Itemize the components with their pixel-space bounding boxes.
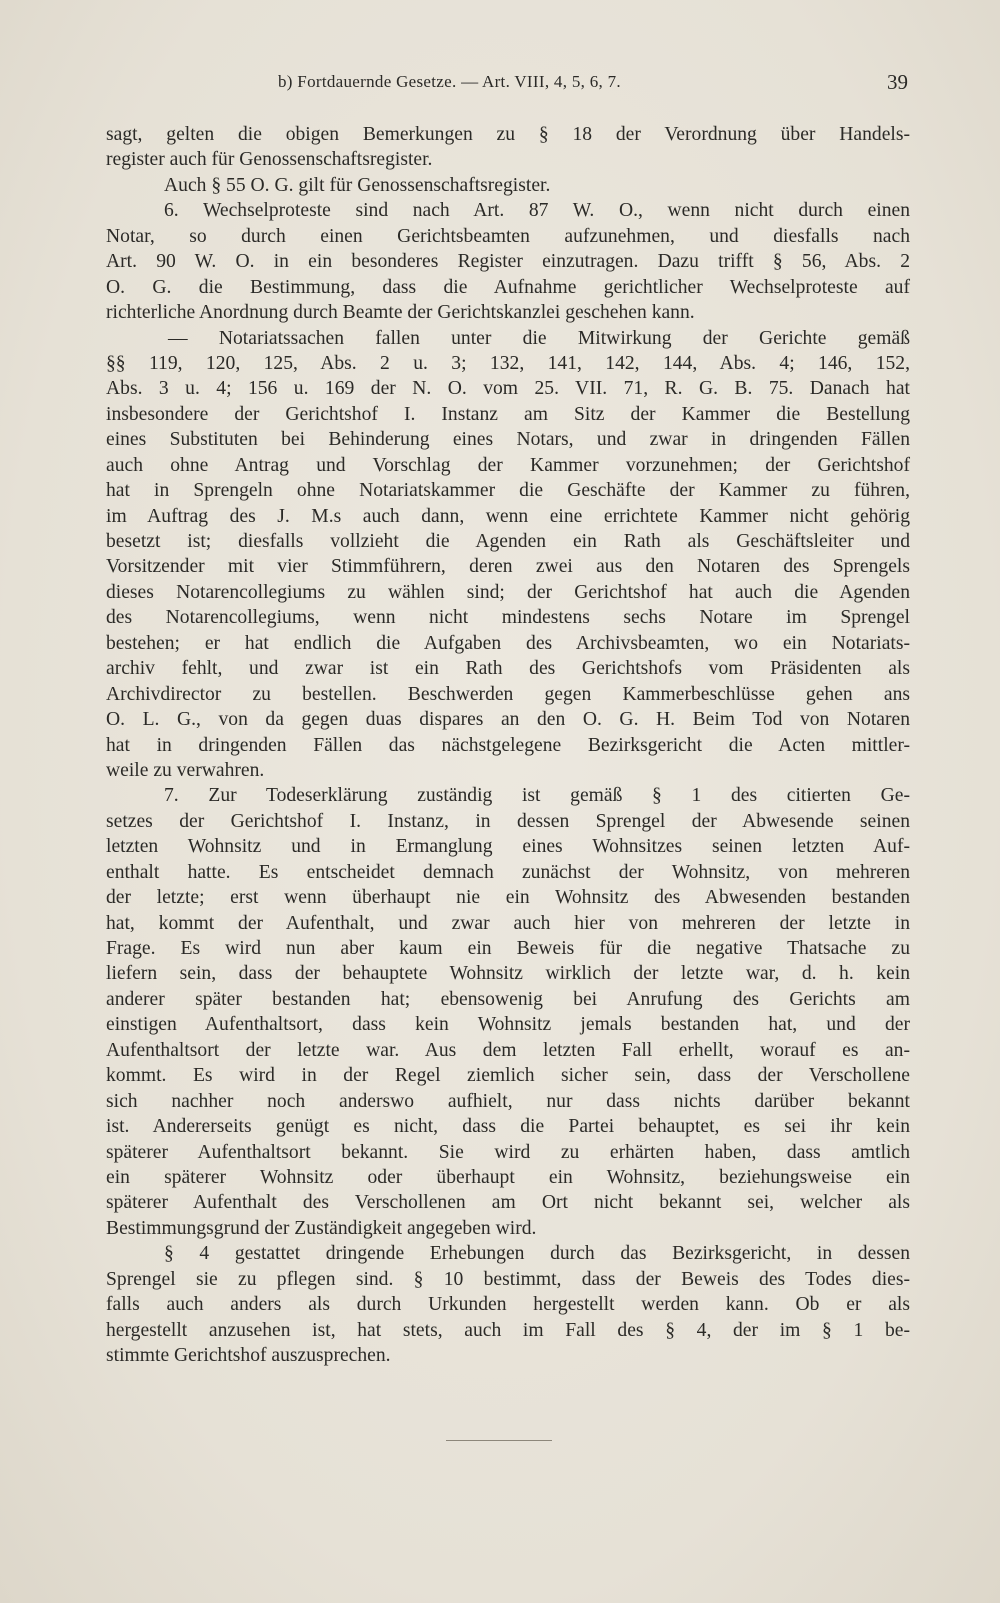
text-line: hergestellt anzusehen ist, hat stets, auch im Fall des § 4, der im § 1 be- <box>106 1319 910 1341</box>
text-line: 7. Zur Todeserklärung zuständig ist gemäß § 1 des citierten Ge- <box>164 785 910 807</box>
text-line: besetzt ist; diesfalls vollzieht die Agenden ein Rath als Geschäftsleiter und <box>106 531 910 552</box>
text-line: O. G. die Bestimmung, dass die Aufnahme gerichtlicher Wechselproteste auf <box>106 276 910 298</box>
text-line: setzes der Gerichtshof I. Instanz, in dessen Sprengel der Abwesende seinen <box>106 810 910 832</box>
text-line: sagt, gelten die obigen Bemerkungen zu § 18 der Verordnung über Handels- <box>106 124 910 145</box>
text-line: einstigen Aufenthaltsort, dass kein Wohnsitz jemals bestanden hat, und der <box>106 1014 910 1036</box>
text-line: archiv fehlt, und zwar ist ein Rath des Gerichtshofs vom Präsidenten als <box>106 658 910 680</box>
text-line: ein späterer Wohnsitz oder überhaupt ein Wohnsitz, beziehungsweise ein <box>106 1166 910 1188</box>
text-line: sich nachher noch anderswo aufhielt, nur dass nichts darüber bekannt <box>106 1090 910 1112</box>
text-line: Frage. Es wird nun aber kaum ein Beweis für die negative Thatsache zu <box>106 938 910 959</box>
running-head <box>0 70 1000 100</box>
text-line: falls auch anders als durch Urkunden hergestellt werden kann. Ob er als <box>106 1294 910 1316</box>
text-line: Notar, so durch einen Gerichtsbeamten aufzunehmen, und diesfalls nach <box>106 225 910 247</box>
text-line: register auch für Genossenschaftsregister. <box>106 149 433 171</box>
text-line: 6. Wechselproteste sind nach Art. 87 W. O., wenn nicht durch einen <box>164 200 910 222</box>
text-line: Bestimmungsgrund der Zuständigkeit angegeben wird. <box>106 1217 537 1239</box>
text-line: § 4 gestattet dringende Erhebungen durch das Bezirksgericht, in dessen <box>164 1243 910 1265</box>
text-line: enthalt hatte. Es entscheidet demnach zunächst der Wohnsitz, von mehreren <box>106 861 910 883</box>
text-line: des Notarencollegiums, wenn nicht mindestens sechs Notare im Sprengel <box>106 607 910 629</box>
text-line: hat, kommt der Aufenthalt, und zwar auch hier von mehreren der letzte in <box>106 912 910 934</box>
body-text <box>106 122 910 1368</box>
text-line: richterliche Anordnung durch Beamte der Gerichtskanzlei geschehen kann. <box>106 302 695 324</box>
text-line: — Notariatssachen fallen unter die Mitwirkung der Gerichte gemäß <box>168 327 910 349</box>
text-line: hat in Sprengeln ohne Notariatskammer die Geschäfte der Kammer zu führen, <box>106 480 910 502</box>
page-number: 39 <box>887 70 908 94</box>
text-line: auch ohne Antrag und Vorschlag der Kammer vorzunehmen; der Gerichtshof <box>106 454 910 476</box>
text-line: dieses Notarencollegiums zu wählen sind; der Gerichtshof hat auch die Agenden <box>106 581 910 603</box>
text-line: kommt. Es wird in der Regel ziemlich sicher sein, dass der Verschollene <box>106 1065 910 1087</box>
text-line: anderer später bestanden hat; ebensowenig bei Anrufung des Gerichts am <box>106 988 910 1010</box>
text-line: Abs. 3 u. 4; 156 u. 169 der N. O. vom 25. VII. 71, R. G. B. 75. Danach hat <box>106 378 910 400</box>
text-line: insbesondere der Gerichtshof I. Instanz am Sitz der Kammer die Bestellung <box>106 403 910 425</box>
text-line: letzten Wohnsitz und in Ermanglung eines Wohnsitzes seinen letzten Auf- <box>106 836 910 858</box>
text-line: ist. Andererseits genügt es nicht, dass die Partei behauptet, es sei ihr kein <box>106 1116 910 1138</box>
text-line: bestehen; er hat endlich die Aufgaben des Archivsbeamten, wo ein Notariats- <box>106 632 910 654</box>
text-line: §§ 119, 120, 125, Abs. 2 u. 3; 132, 141, 142, 144, Abs. 4; 146, 152, <box>106 352 910 374</box>
end-rule <box>446 1440 552 1441</box>
text-line: Vorsitzender mit vier Stimmführern, deren zwei aus den Notaren des Sprengels <box>106 556 910 578</box>
text-line: Auch § 55 O. G. gilt für Genossenschaftsregister. <box>164 174 551 196</box>
text-line: O. L. G., von da gegen duas dispares an den O. G. H. Beim Tod von Notaren <box>106 709 910 731</box>
text-line: Sprengel sie zu pflegen sind. § 10 bestimmt, dass der Beweis des Todes dies- <box>106 1268 910 1290</box>
text-line: späterer Aufenthaltsort bekannt. Sie wird zu erhärten haben, dass amtlich <box>106 1141 910 1163</box>
text-line: Art. 90 W. O. in ein besonderes Register einzutragen. Dazu trifft § 56, Abs. 2 <box>106 251 910 273</box>
text-line: der letzte; erst wenn überhaupt nie ein Wohnsitz des Abwesenden bestanden <box>106 887 910 909</box>
text-line: eines Substituten bei Behinderung eines Notars, und zwar in dringenden Fällen <box>106 429 910 451</box>
text-line: späterer Aufenthalt des Verschollenen am Ort nicht bekannt sei, welcher als <box>106 1192 910 1214</box>
text-line: Archivdirector zu bestellen. Beschwerden gegen Kammerbeschlüsse gehen ans <box>106 683 910 705</box>
text-line: hat in dringenden Fällen das nächstgelegene Bezirksgericht die Acten mittler- <box>106 734 910 756</box>
text-line: weile zu verwahren. <box>106 759 265 781</box>
text-line: Aufenthaltsort der letzte war. Aus dem letzten Fall erhellt, worauf es an- <box>106 1039 910 1061</box>
text-line: im Auftrag des J. M.s auch dann, wenn eine errichtete Kammer nicht gehörig <box>106 505 910 527</box>
text-line: liefern sein, dass der behauptete Wohnsitz wirklich der letzte war, d. h. kein <box>106 963 910 985</box>
running-title: b) Fortdauernde Gesetze. — Art. VIII, 4, 5, 6, 7. <box>278 72 621 91</box>
text-line: stimmte Gerichtshof auszusprechen. <box>106 1345 391 1366</box>
